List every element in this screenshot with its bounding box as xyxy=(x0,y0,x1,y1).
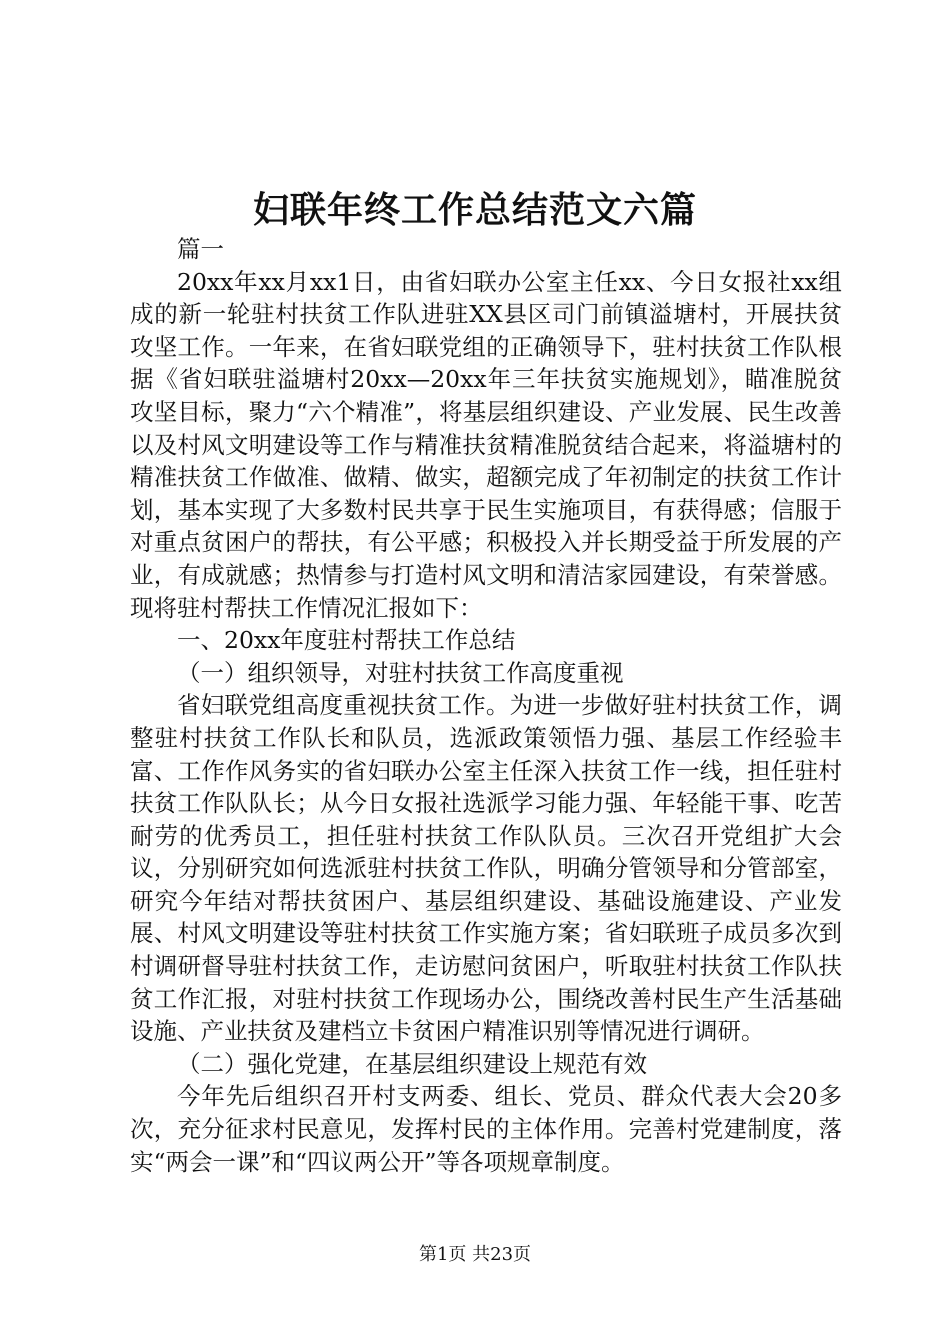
subsection-heading: （一）组织领导，对驻村扶贫工作高度重视 xyxy=(177,658,624,687)
subsection-heading: （二）强化党建，在基层组织建设上规范有效 xyxy=(177,1049,647,1078)
document-body xyxy=(130,233,842,1178)
section-heading: 一、20xx年度驻村帮扶工作总结 xyxy=(177,626,516,655)
body-paragraph: 20xx年xx月xx1日，由省妇联办公室主任xx、今日女报社xx组成的新一轮驻村扶贫工作队进驻XX县区司门前镇溢塘村，开展扶贫攻坚工作。一年来，在省妇联党组的正确领导下，驻村扶贫工作队根据《省妇联驻溢塘村20xx—20xx年三年扶贫实施规划》，瞄准脱贫攻坚目标，聚力“六个精准”，将基层组织建设、产业发展、民生改善以及村风文明建设等工作与精准扶贫精准脱贫结合起来，将溢塘村的精准扶贫工作做准、做精、做实，超额完成了年初制定的扶贫工作计划，基本实现了大多数村民共享于民生实施项目，有获得感；信服于对重点贫困户的帮扶，有公平感；积极投入并长期受益于所发展的产业，有成就感；热情参与打造村风文明和清洁家园建设，有荣誉感。现将驻村帮扶工作情况汇报如下： xyxy=(130,267,842,622)
section-label: 篇一 xyxy=(177,235,224,263)
document-title: 妇联年终工作总结范文六篇 xyxy=(252,189,697,231)
body-paragraph: 省妇联党组高度重视扶贫工作。为进一步做好驻村扶贫工作，调整驻村扶贫工作队长和队员，选派政策领悟力强、基层工作经验丰富、工作作风务实的省妇联办公室主任深入扶贫工作一线，担任驻村扶贫工作队队长；从今日女报社选派学习能力强、年轻能干事、吃苦耐劳的优秀员工，担任驻村扶贫工作队队员。三次召开党组扩大会议，分别研究如何选派驻村扶贫工作队，明确分管领导和分管部室，研究今年结对帮扶贫困户、基层组织建设、基础设施建设、产业发展、村风文明建设等驻村扶贫工作实施方案；省妇联班子成员多次到村调研督导驻村扶贫工作，走访慰问贫困户，听取驻村扶贫工作队扶贫工作汇报，对驻村扶贫工作现场办公，围绕改善村民生产生活基础设施、产业扶贫及建档立卡贫困户精准识别等情况进行调研。 xyxy=(130,691,842,1046)
page-footer: 第1页 共23页 xyxy=(418,1244,532,1265)
body-paragraph: 今年先后组织召开村支两委、组长、党员、群众代表大会20多次，充分征求村民意见，发挥村民的主体作用。完善村党建制度，落实“两会一课”和“四议两公开”等各项规章制度。 xyxy=(130,1082,842,1176)
